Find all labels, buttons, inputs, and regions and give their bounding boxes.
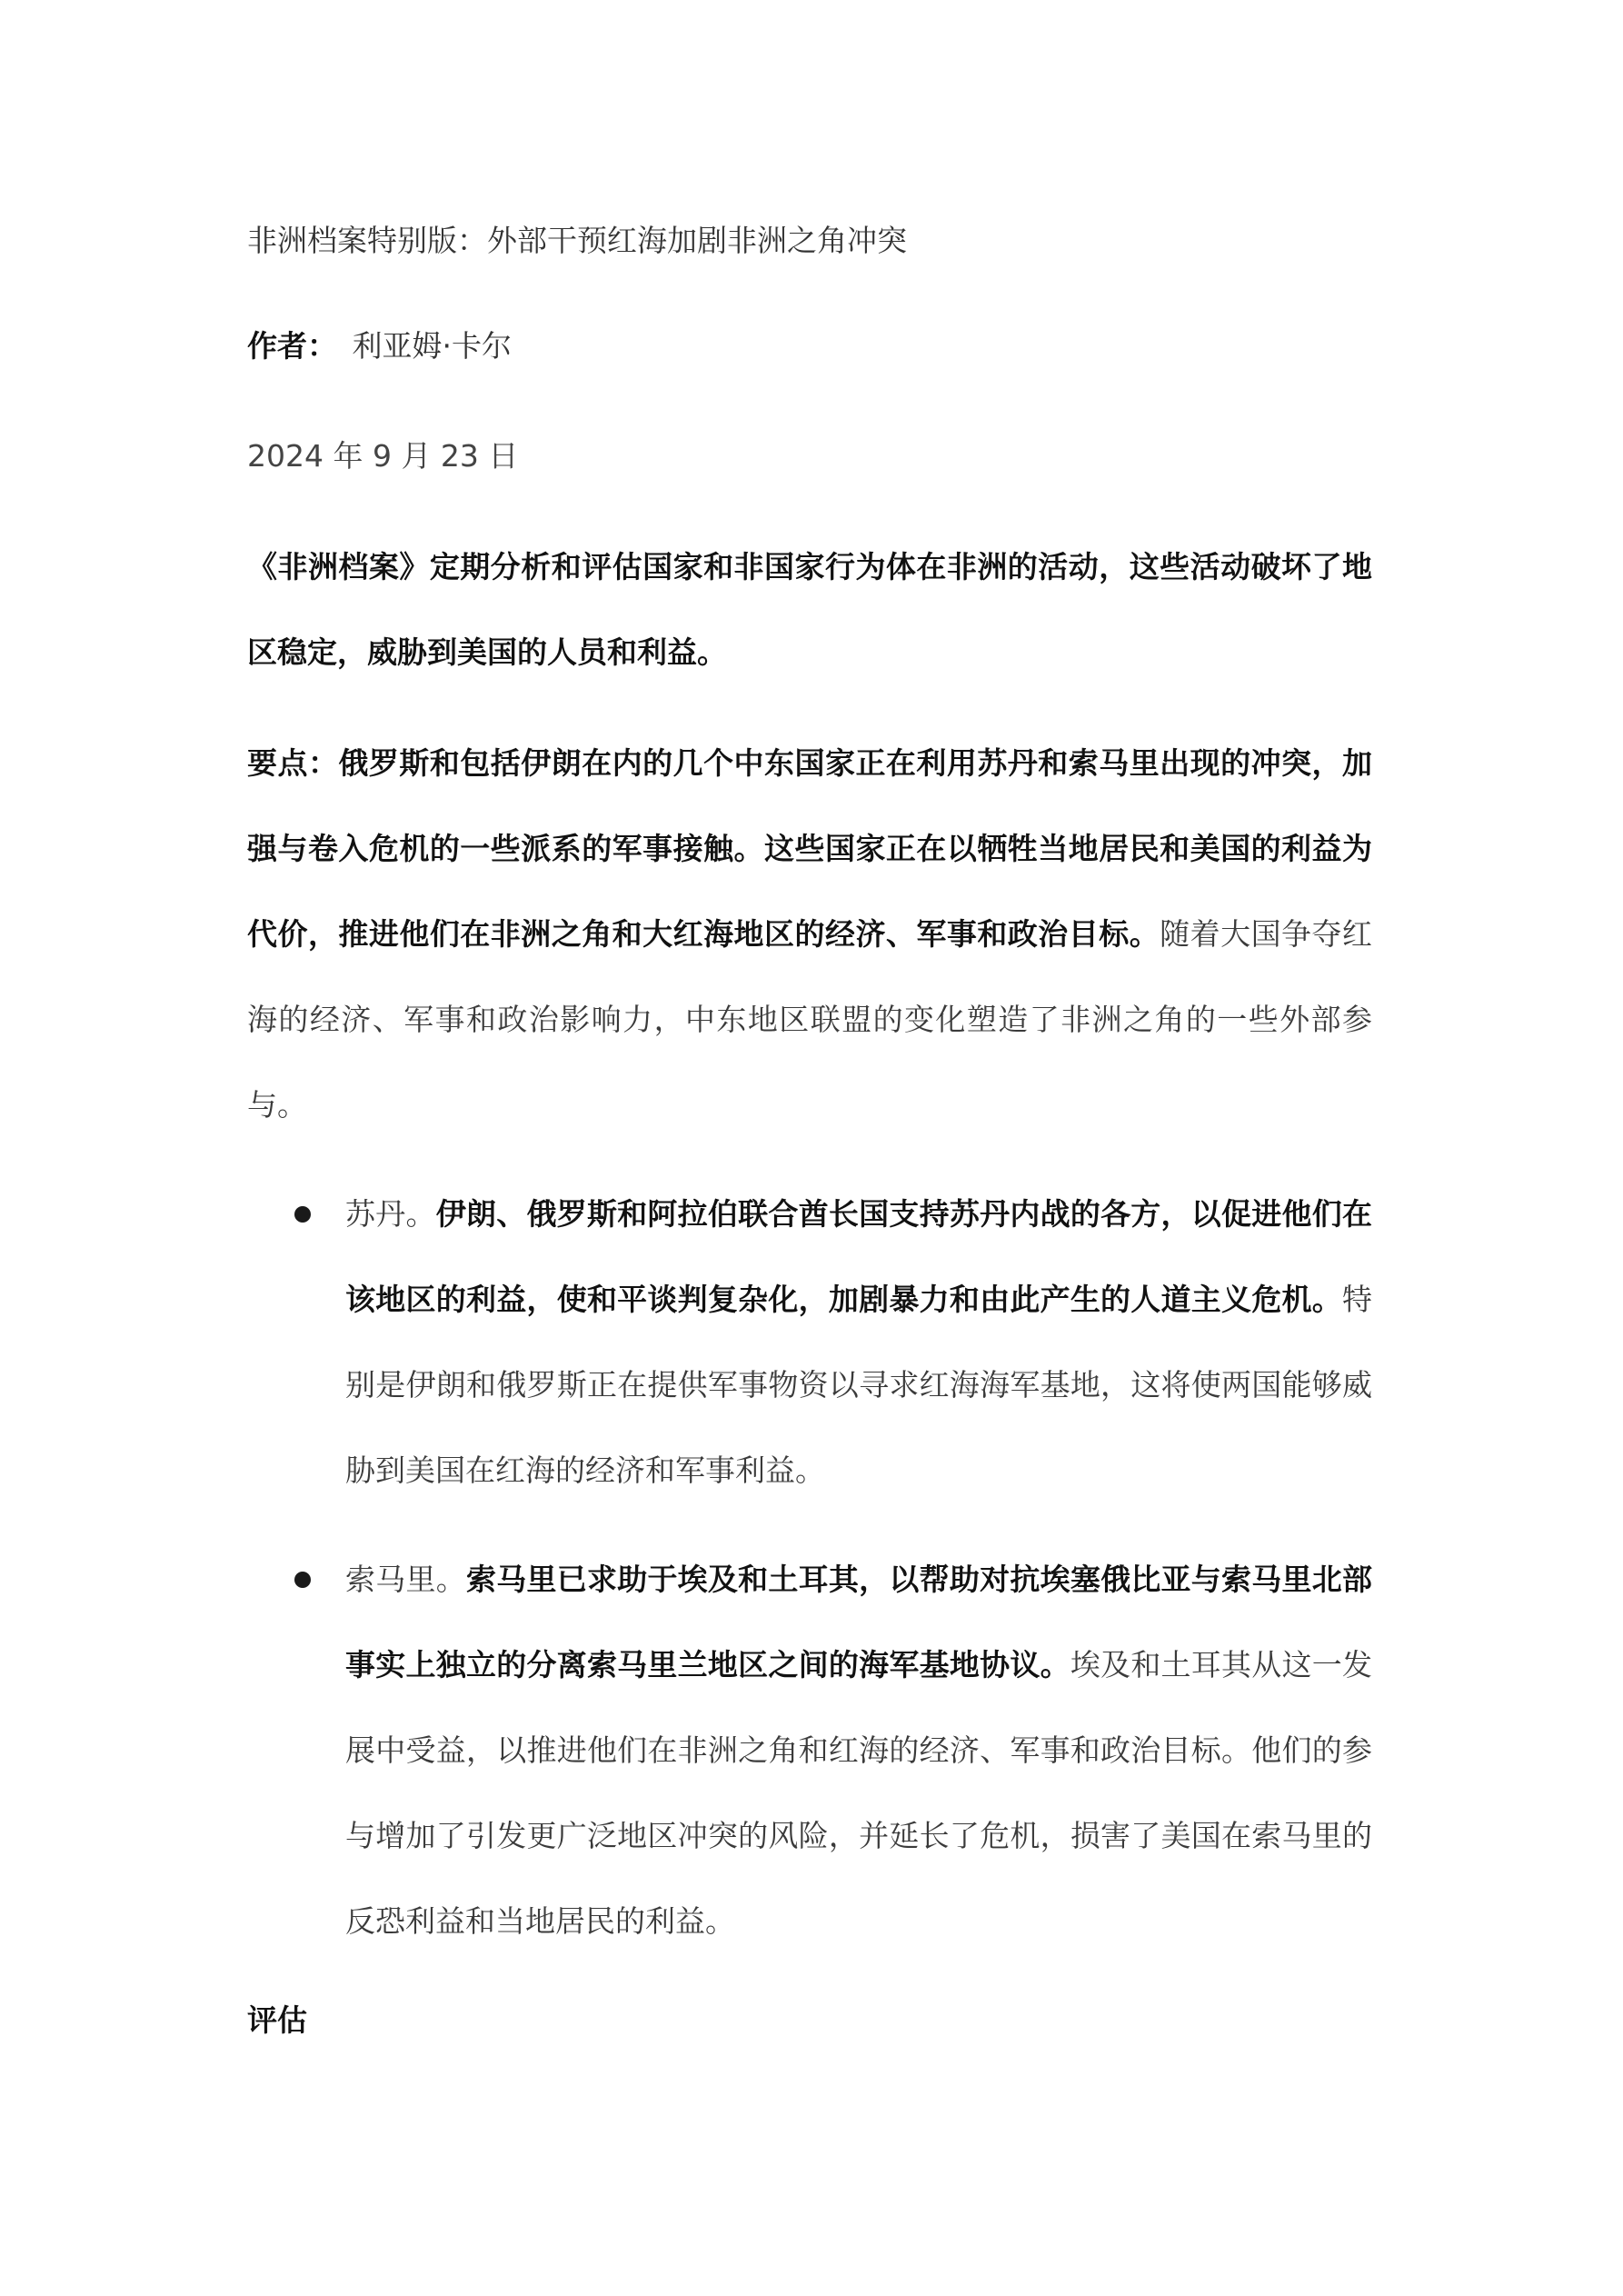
author-label: 作者：: [247, 328, 337, 364]
keypoints-bold-text: 要点：俄罗斯和包括伊朗在内的几个中东国家正在利用苏丹和索马里出现的冲突，加强与卷入危机的一些派系的军事接触。这些国家正在以牺牲当地居民和美国的利益为代价，推进他们在非洲之角和大红海地区的经济、军事和政治目标。: [247, 745, 1372, 952]
bullet-normal-text: 特别是伊朗和俄罗斯正在提供军事物资以寻求红海海军基地，这将使两国能够威胁到美国在红海的经济和军事利益。: [345, 1282, 1372, 1488]
author-name: 利亚姆·卡尔: [352, 328, 512, 364]
keypoints-paragraph: [247, 721, 1372, 1148]
keypoints-normal-text: 随着大国争夺红海的经济、军事和政治影响力，中东地区联盟的变化塑造了非洲之角的一些外部参与。: [247, 916, 1373, 1123]
bullet-lead: 苏丹。: [345, 1196, 436, 1232]
author-line: [247, 326, 512, 366]
bullet-dot: [294, 1206, 311, 1223]
bullet-item-somalia: [345, 1537, 1372, 1964]
bullet-item-sudan: [345, 1172, 1372, 1513]
bullet-bold-text: 伊朗、俄罗斯和阿拉伯联合酋长国支持苏丹内战的各方，以促进他们在该地区的利益，使和平谈判复杂化，加剧暴力和由此产生的人道主义危机。: [345, 1196, 1373, 1317]
intro-text: 《非洲档案》定期分析和评估国家和非国家行为体在非洲的活动，这些活动破坏了地区稳定，威胁到美国的人员和利益。: [247, 549, 1372, 670]
bullet-lead: 索马里。: [345, 1562, 466, 1597]
section-heading: 评估: [247, 2002, 307, 2038]
bullet-dot: [294, 1572, 311, 1588]
document-title: 非洲档案特别版：外部干预红海加剧非洲之角冲突: [247, 223, 907, 258]
publish-date: 2024 年 9 月 23 日: [247, 438, 519, 474]
intro-paragraph: [247, 524, 1372, 695]
bullet-normal-text: 埃及和土耳其从这一发展中受益，以推进他们在非洲之角和红海的经济、军事和政治目标。他们的参与增加了引发更广泛地区冲突的风险，并延长了危机，损害了美国在索马里的反恐利益和当地居民的利益。: [345, 1647, 1373, 1939]
bullet-bold-text: 索马里已求助于埃及和土耳其，以帮助对抗埃塞俄比亚与索马里北部事实上独立的分离索马里兰地区之间的海军基地协议。: [345, 1562, 1373, 1682]
